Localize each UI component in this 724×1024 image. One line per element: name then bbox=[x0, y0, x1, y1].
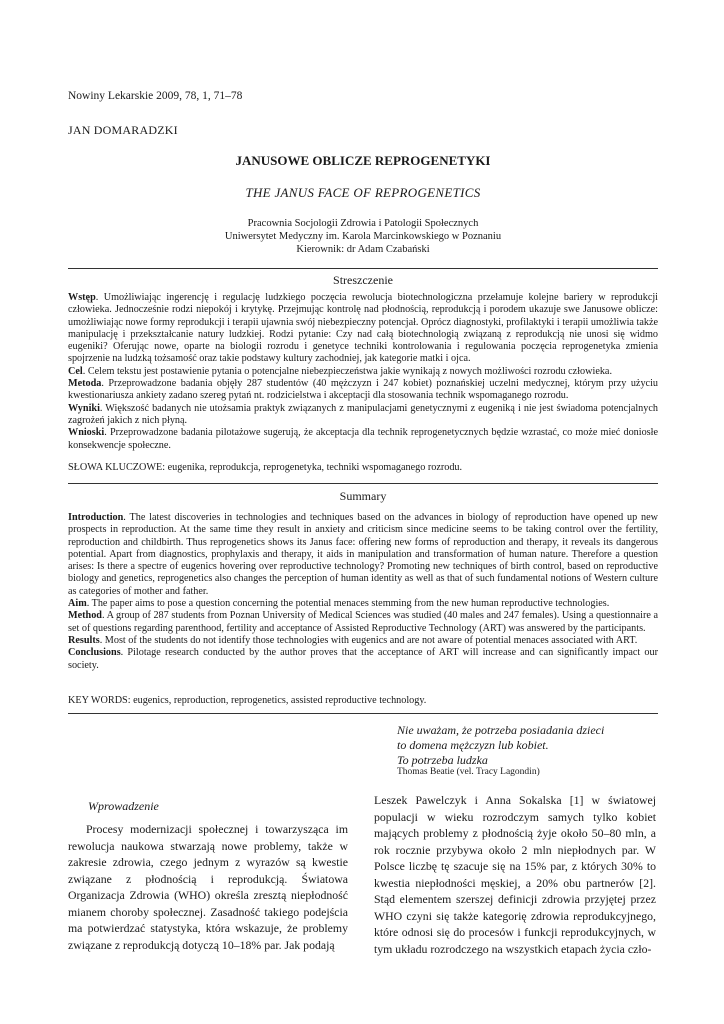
abstract-label: Aim bbox=[68, 598, 87, 610]
abstract-paragraph bbox=[68, 647, 658, 672]
epigraph-line: To potrzeba ludzka bbox=[397, 753, 488, 767]
abstract-label: Wstęp bbox=[68, 292, 96, 303]
streszczenie-heading: Streszczenie bbox=[333, 273, 393, 287]
section-heading: Wprowadzenie bbox=[88, 799, 159, 813]
abstract-label: Wyniki bbox=[68, 402, 100, 414]
abstract-text: . Most of the students do not identify those technologies with eugenics and are not aware of potential menaces associated with ART. bbox=[99, 634, 638, 646]
author-name: JAN DOMARADZKI bbox=[68, 123, 178, 137]
summary-body bbox=[68, 512, 658, 672]
divider bbox=[68, 483, 658, 484]
abstract-paragraph bbox=[68, 378, 658, 403]
abstract-text: . Celem tekstu jest postawienie pytania o potencjalne niebezpieczeństwa jakie wynikają z nowych możliwości rozrodu człowieka. bbox=[82, 365, 613, 377]
epigraph-line: Nie uważam, że potrzeba posiadania dzieci bbox=[397, 723, 605, 737]
journal-citation: Nowiny Lekarskie 2009, 78, 1, 71–78 bbox=[68, 90, 243, 102]
affiliation-line: Uniwersytet Medyczny im. Karola Marcinkowskiego w Poznaniu bbox=[224, 231, 502, 242]
abstract-paragraph bbox=[68, 427, 658, 452]
abstract-paragraph bbox=[68, 598, 658, 610]
abstract-text: . The paper aims to pose a question concerning the potential menaces stemming from the new human reproductive technologies. bbox=[86, 598, 610, 610]
abstract-label: Method bbox=[68, 610, 102, 622]
keywords-english: KEY WORDS: eugenics, reproduction, reprogenetics, assisted reproductive technology. bbox=[68, 695, 427, 706]
body-paragraph: Leszek Pawelczyk i Anna Sokalska [1] w światowej populacji w wieku rozrodczym samych tylko kobiet mających problemy z płodnością żyje około 50–80 mln, a rok rocznie przybywa około 2 mln niepłodnych par. W Polsce liczbę tę szacuje się na 15% par, z których 30% to kwestia niepłodności męskiej, a 20% obu partnerów [2]. Stąd elementem szerszej definicji zdrowia przyjętej przez WHO czyni się także kategorię zdrowia reprodukcyjnego, które odnosi się do procesów i funkcji reprodukcyjnych, w tym układu rozrodczego na wszystkich etapach życia czło- bbox=[374, 793, 656, 956]
affiliation-line: Pracownia Socjologii Zdrowia i Patologii Społecznych bbox=[247, 218, 479, 229]
keywords-polish: SŁOWA KLUCZOWE: eugenika, reprodukcja, reprogenetyka, techniki wspomaganego rozrodu. bbox=[68, 462, 463, 473]
abstract-label: Results bbox=[68, 634, 100, 646]
epigraph-line: to domena mężczyzn lub kobiet. bbox=[397, 738, 549, 752]
abstract-paragraph bbox=[68, 366, 658, 378]
abstract-paragraph bbox=[68, 635, 658, 647]
abstract-label: Cel bbox=[68, 365, 83, 377]
title-english: THE JANUS FACE OF REPROGENETICS bbox=[245, 185, 481, 200]
abstract-label: Introduction bbox=[68, 512, 124, 523]
abstract-label: Wnioski bbox=[68, 427, 105, 439]
abstract-paragraph bbox=[68, 610, 658, 635]
title-polish: JANUSOWE OBLICZE REPROGENETYKI bbox=[235, 153, 491, 168]
abstract-label: Metoda bbox=[68, 378, 102, 390]
abstract-paragraph bbox=[68, 512, 658, 598]
body-paragraph: Procesy modernizacji społecznej i towarzysząca im rewolucja naukowa stwarzają nowe problemy, także w zakresie zdrowia, czego jednym z wyrazów są kwestie związane z płodnością i reprodukcją. Światowa Organizacja Zdrowia (WHO) określa zresztą niepłodność mianem choroby społecznej. Zasadność takiego podejścia ma potwierdzać statystyka, która wskazuje, że problemy związane z reprodukcją dotyczą 10–18% par. Jak podają bbox=[68, 822, 348, 952]
abstract-text: . Umożliwiając ingerencję i regulację ludzkiego poczęcia rewolucja biotechnologiczna przełamuje kolejne bariery w reprodukcji człowieka. Jednocześnie rodzi niepokój i krytykę. Przejmując kontrolę nad płodnością, reprodukcją i porodem ukazuje swe Janusowe oblicze: umożliwiając nowe formy reprodukcji i terapii ujawnia swój niebezpieczny potencjał. Oprócz diagnostyki, profilaktyki i terapii umożliwia także manipulację i przekształcanie natury ludzkiej. Rodzi pytanie: Czy nad całą biotechnologią związaną z reprodukcją nie unosi się widmo eugeniki? Oferując nowe, oparte na biologii rozrodu i genetyce techniki kontrolowania i regulowania poczęcia reprogenetyka zmienia spojrzenie na ludzką tożsamość oraz takie podstawy kultury zachodniej, jak kategorie matki i ojca. bbox=[68, 292, 658, 365]
abstract-text: . Większość badanych nie utożsamia praktyk związanych z manipulacjami genetycznymi z eugeniką i nie jest świadoma potencjalnych zagrożeń jakich z nich płyną. bbox=[68, 402, 658, 426]
summary-heading: Summary bbox=[339, 489, 387, 503]
abstract-text: . A group of 287 students from Poznan University of Medical Sciences was studied (40 males and 247 females). Using a questionnaire a set of questions regarding parenthood, fertility and acceptance of Assisted Reproductive Technology (ART) was answered by the participants. bbox=[68, 610, 658, 634]
body-column-left bbox=[68, 821, 348, 953]
abstract-paragraph bbox=[68, 403, 658, 428]
abstract-label: Conclusions bbox=[68, 647, 121, 659]
abstract-text: . Przeprowadzone badania pilotażowe sugerują, że akceptacja dla technik reprogenetycznych będzie wzrastać, co może mieć doniosłe konsekwencje społeczne. bbox=[68, 427, 658, 451]
affiliation bbox=[68, 217, 658, 256]
divider bbox=[68, 268, 658, 269]
affiliation-line: Kierownik: dr Adam Czabański bbox=[296, 244, 430, 255]
epigraph-author: Thomas Beatie (vel. Tracy Lagondin) bbox=[397, 767, 540, 777]
abstract-text: . The latest discoveries in technologies and techniques based on the advances in biology of reproduction have opened up new prospects in reproduction. At the same time they result in anxiety and criticism since medicine seems to be taking control over the fertility, reproduction and childbirth. Thus reprogenetics shows its Janus face: offering new forms of reproduction and therapy, it reveals its dangerous potential. Apart from diagnostics, prophylaxis and therapy, it aids in manipulation and transformation of human nature. Therefore a question arises: Is there a spectre of eugenics hovering over reproductive technology? Promoting new techniques of birth control, based on reproductive biology and genetics, reprogenetics also changes the perception of human identity as well as that of such fundamental notions of Western culture as categories of mother and father. bbox=[68, 512, 658, 597]
abstract-text: . Przeprowadzone badania objęły 287 studentów (40 mężczyzn i 247 kobiet) poznańskiej uczelni medycznej, którym przy użyciu kwestionariusza ankiety zadano szereg pytań nt. rodzicielstwa i akceptacji dla stosowania technik wspomaganego rozrodu. bbox=[68, 378, 658, 402]
streszczenie-body bbox=[68, 292, 658, 452]
body-column-right bbox=[374, 792, 656, 957]
abstract-paragraph bbox=[68, 292, 658, 366]
divider bbox=[68, 713, 658, 714]
epigraph bbox=[397, 723, 604, 768]
abstract-text: . Pilotage research conducted by the author proves that the acceptance of ART will increase and can significantly impact our society. bbox=[68, 647, 658, 671]
